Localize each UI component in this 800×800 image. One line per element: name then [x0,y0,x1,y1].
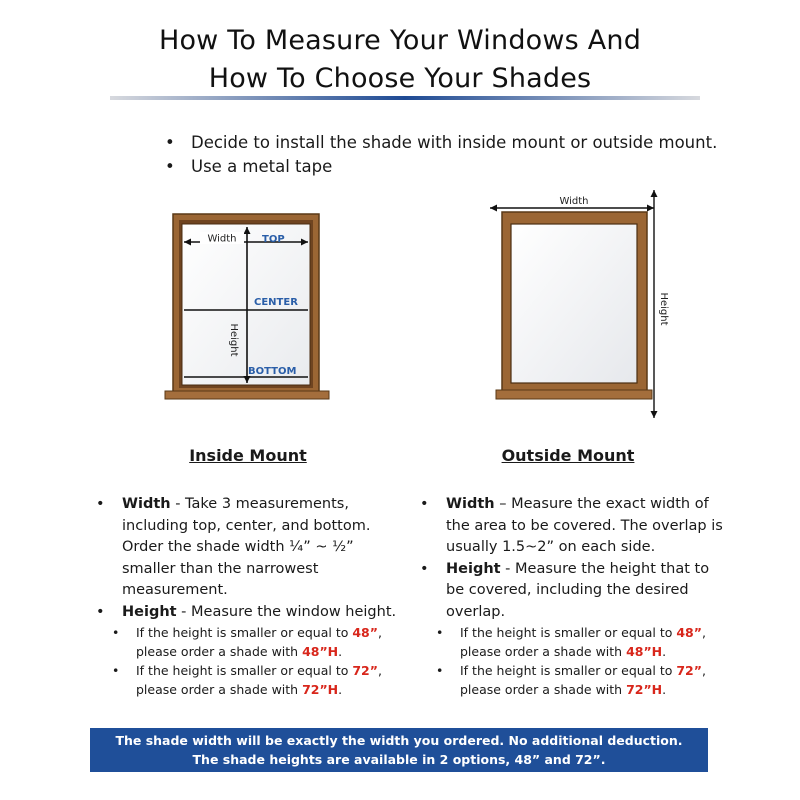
outside-height-desc: - Measure the height that to be covered, including the desired overlap. [446,560,710,620]
banner-line-1: The shade width will be exactly the width you ordered. No additional deduction. [115,733,683,748]
page-title [0,22,800,98]
outside-width-item [420,494,730,559]
outside-height-item [420,559,730,624]
inside-height-label: Height [228,323,239,357]
inside-width-item [96,494,406,602]
inside-width-desc: - Take 3 measurements, including top, center, and bottom. Order the shade width ¼” ~ ½” smaller than the narrowest measurement. [122,496,371,598]
outside-rule-48: • If the height is smaller or equal to 48”, please order a shade with 48”H. [420,623,730,661]
outside-width-desc: – Measure the exact width of the area to be covered. The overlap is usually 1.5~2” on each side. [446,496,723,555]
inside-rule-48: • If the height is smaller or equal to 48”, please order a shade with 48”H. [96,623,406,661]
outside-size-48: 48”H [626,644,663,659]
inside-width-term: Width [122,496,171,512]
inside-rule-72: • If the height is smaller or equal to 72”, please order a shade with 72”H. [96,661,406,699]
outside-limit-48: 48” [676,625,702,640]
title-line-2: How To Choose Your Shades [208,63,592,94]
outside-window-glass [511,224,637,383]
window-sill [165,391,329,399]
inside-height-desc: - Measure the window height. [176,603,397,620]
outside-limit-72: 72” [676,663,702,678]
center-label: CENTER [254,297,298,308]
outside-height-label: Height [658,292,669,326]
bottom-label: BOTTOM [248,366,297,377]
outside-mount-diagram [486,188,676,423]
outside-width-term: Width [446,496,495,512]
outside-mount-heading: Outside Mount [501,446,635,465]
info-banner [90,728,708,772]
outside-rule-72: • If the height is smaller or equal to 72”, please order a shade with 72”H. [420,661,730,699]
inside-height-item [96,602,406,624]
title-line-1: How To Measure Your Windows And [158,25,642,56]
intro-item-tape: • Use a metal tape [163,155,717,179]
title-divider [110,96,700,100]
inside-height-term: Height [122,603,177,620]
inside-size-72: 72”H [302,682,339,697]
intro-item-mount: • Decide to install the shade with inside mount or outside mount. [163,131,717,155]
inside-width-label: Width [207,233,237,245]
outside-size-72: 72”H [626,682,663,697]
outside-mount-instructions [420,494,730,699]
inside-mount-diagram [160,205,340,410]
outside-window-sill [496,390,652,399]
outside-height-term: Height [446,560,501,577]
inside-limit-48: 48” [352,625,378,640]
intro-list [163,131,717,179]
top-label: TOP [262,234,285,245]
inside-mount-instructions [96,494,406,699]
inside-limit-72: 72” [352,663,378,678]
banner-line-2: The shade heights are available in 2 options, 48” and 72”. [192,752,606,767]
outside-width-label: Width [559,196,589,207]
inside-mount-heading: Inside Mount [189,446,307,465]
inside-size-48: 48”H [302,644,339,659]
